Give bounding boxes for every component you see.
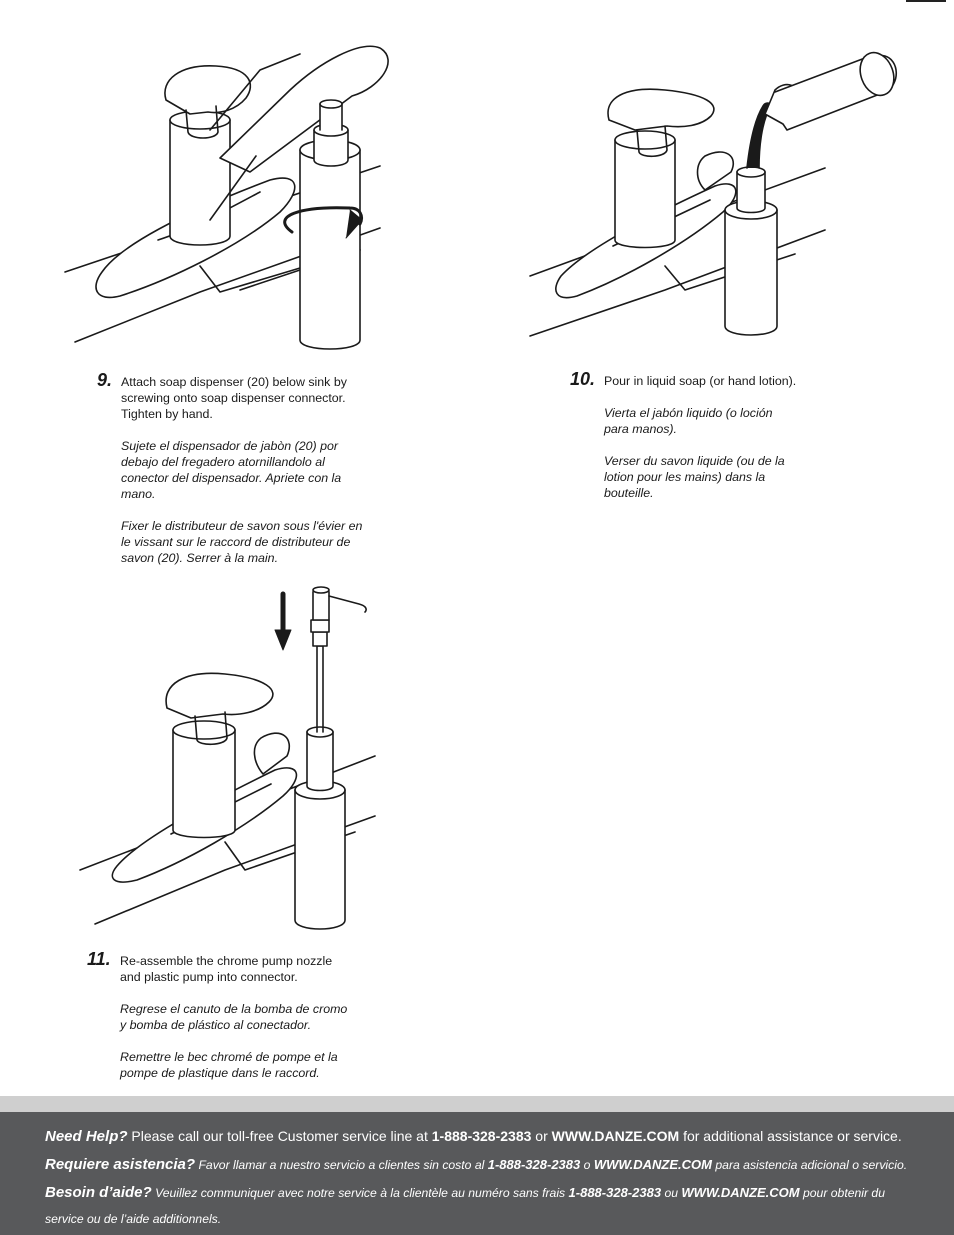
step-9-spanish: Sujete el dispensador de jabòn (20) por debajo del fregadero atornillandolo al conector del dispensador. Apriete con la mano. [121, 439, 342, 501]
help-website-french: WWW.DANZE.COM [681, 1185, 800, 1200]
step-10-illustration [525, 40, 900, 340]
step-11-spanish: Regrese el canuto de la bomba de cromo y bomba de plástico al conectador. [120, 1002, 348, 1032]
help-phone-french: 1-888-328-2383 [568, 1185, 662, 1200]
step-10-french: Verser du savon liquide (ou de la lotion pour les mains) dans la bouteille. [604, 454, 785, 500]
step-11-illustration [75, 580, 395, 930]
help-heading-french: Besoin d’aide? [45, 1184, 152, 1201]
step-10-english: Pour in liquid soap (or hand lotion). [604, 374, 797, 388]
step-9-english: Attach soap dispenser (20) below sink by screwing onto soap dispenser connector. Tighten by hand. [121, 375, 347, 421]
help-line-english [45, 1122, 934, 1151]
help-heading-spanish: Requiere asistencia? [45, 1156, 196, 1173]
help-text-spanish: Favor llamar a nuestro servicio a clientes sin costo al [198, 1158, 485, 1172]
help-or-spanish: o [583, 1158, 591, 1172]
step-10-spanish: Vierta el jabón liquido (o loción para manos). [604, 406, 773, 436]
help-post-spanish: para asistencia adicional o servicio. [715, 1158, 908, 1172]
help-website-english: WWW.DANZE.COM [551, 1128, 680, 1144]
help-website-spanish: WWW.DANZE.COM [593, 1157, 712, 1172]
help-phone-spanish: 1-888-328-2383 [487, 1157, 581, 1172]
help-or-english: or [535, 1128, 548, 1144]
step-10 [570, 369, 804, 517]
page-corner-mark [906, 0, 946, 2]
help-or-french: ou [664, 1186, 679, 1200]
help-post-english: for additional assistance or service. [683, 1128, 902, 1144]
help-phone-english: 1-888-328-2383 [431, 1128, 532, 1144]
step-9-french: Fixer le distributeur de savon sous l'évier en le vissant sur le raccord de distributeur de savon (20). Serrer à la main. [121, 519, 363, 565]
help-line-french-continued [45, 1207, 934, 1231]
step-9 [97, 370, 371, 582]
help-post2-french: service ou de l’aide additionnels. [45, 1212, 222, 1226]
help-heading-english: Need Help? [45, 1128, 128, 1145]
step-9-number: 9. [97, 370, 113, 390]
help-line-spanish [45, 1151, 934, 1179]
help-text-french: Veuillez communiquer avec notre service à la clientèle au numéro sans frais [155, 1186, 566, 1200]
step-11-english: Re-assemble the chrome pump nozzle and plastic pump into connector. [120, 954, 333, 984]
step-11-french: Remettre le bec chromé de pompe et la pompe de plastique dans le raccord. [120, 1050, 338, 1080]
help-footer [0, 1112, 954, 1235]
step-11 [87, 949, 352, 1097]
footer-divider-band [0, 1096, 954, 1112]
help-line-french [45, 1179, 934, 1207]
help-post-french: pour obtenir du [802, 1186, 885, 1200]
step-10-number: 10. [570, 369, 596, 389]
help-text-english: Please call our toll-free Customer service line at [131, 1128, 428, 1144]
step-9-illustration [60, 40, 390, 350]
step-11-number: 11. [87, 949, 111, 969]
